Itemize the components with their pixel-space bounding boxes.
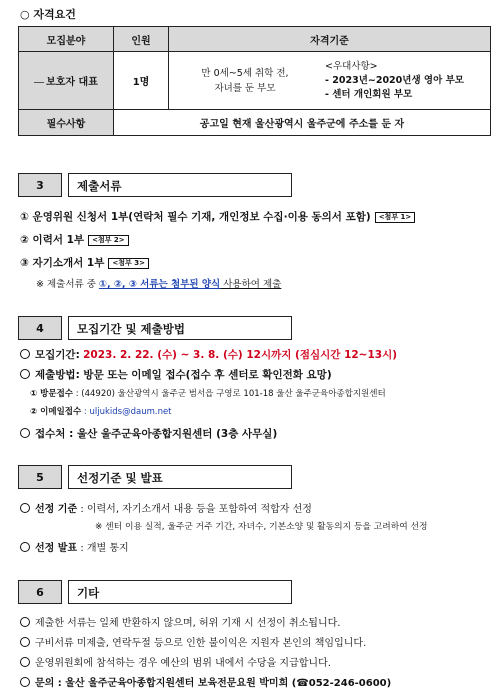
- section-title: 모집기간 및 제출방법: [68, 316, 292, 340]
- table-header: 모집분야: [19, 27, 114, 52]
- section-title: 제출서류: [68, 173, 292, 197]
- circle-bullet-icon: [20, 542, 30, 552]
- count-cell: 1명: [114, 52, 169, 110]
- section-title: 선정기준 및 발표: [68, 465, 292, 489]
- attachment-tag: <첨부 2>: [88, 235, 129, 246]
- doc-note: ※ 제출서류 중 ①, ②, ③ 서류는 첨부된 양식 사용하여 제출: [36, 279, 282, 290]
- circle-bullet-icon: [20, 503, 30, 513]
- circle-bullet-icon: [20, 349, 30, 359]
- email-line: ② 이메일접수 : uljukids@daum.net: [30, 407, 172, 417]
- etc-line-3: 운영위원회에 참석하는 경우 예산의 범위 내에서 수당을 지급합니다.: [20, 654, 331, 669]
- table-header: 자격기준: [169, 27, 491, 52]
- circle-bullet-icon: [20, 428, 30, 438]
- doc-item-1: ① 운영위원 신청서 1부(연락처 필수 기재, 개인정보 수집·이용 동의서 포함) <첨부 1>: [20, 209, 415, 224]
- announce-line: 선정 발표 : 개별 통지: [20, 539, 129, 554]
- criteria-note: ※ 센터 이용 실적, 울주군 거주 기간, 자녀수, 기본소양 및 활동의지 등을 고려하여 선정: [95, 522, 428, 532]
- period-line: 모집기간: 2023. 2. 22. (수) ~ 3. 8. (수) 12시까지 (점심시간 12~13시): [20, 347, 397, 362]
- etc-line-1: 제출한 서류는 일체 반환하지 않으며, 허위 기재 시 선정이 취소됩니다.: [20, 614, 340, 629]
- criteria-line: 선정 기준 : 이력서, 자기소개서 내용 등을 포함하여 적합자 선정: [20, 500, 312, 515]
- place-line: 접수처 : 울산 울주군육아종합지원센터 (3층 사무실): [20, 426, 277, 441]
- required-text: 공고일 현재 울산광역시 울주군에 주소를 둔 자: [114, 110, 491, 136]
- field-cell: 보호자 대표: [19, 52, 114, 110]
- qualification-table: [18, 26, 491, 136]
- doc-item-3: ③ 자기소개서 1부 <첨부 3>: [20, 255, 149, 270]
- section-number: 4: [18, 316, 62, 340]
- visit-line: ① 방문접수 : (44920) 울산광역시 울주군 범서읍 구영로 101-18 울산 울주군육아종합지원센터: [30, 389, 386, 399]
- section-number: 3: [18, 173, 62, 197]
- attachment-tag: <첨부 1>: [375, 212, 416, 223]
- section-title: 기타: [68, 580, 292, 604]
- email-link[interactable]: : uljukids@daum.net: [83, 407, 172, 417]
- section-number: 6: [18, 580, 62, 604]
- criteria-cell: 만 0세~5세 취학 전, 자녀를 둔 부모: [169, 52, 322, 110]
- circle-bullet-icon: [20, 617, 30, 627]
- method-line: 제출방법: 방문 또는 이메일 접수(접수 후 센터로 확인전화 요망): [20, 367, 332, 382]
- required-label: 필수사항: [19, 110, 114, 136]
- attachment-tag: <첨부 3>: [108, 258, 149, 269]
- preference-cell: <우대사항> - 2023년~2020년생 영아 부모 - 센터 개인회원 부모: [321, 52, 491, 110]
- etc-line-2: 구비서류 미제출, 연락두절 등으로 인한 불이익은 지원자 본인의 책임입니다.: [20, 634, 366, 649]
- circle-bullet-icon: [20, 657, 30, 667]
- contact-line: 문의 : 울산 울주군육아종합지원센터 보육전문요원 박미희 (☎052-246-0600): [20, 674, 391, 689]
- table-header: 인원: [114, 27, 169, 52]
- doc-item-2: ② 이력서 1부 <첨부 2>: [20, 232, 129, 247]
- qualification-heading: ○ 자격요건: [20, 8, 76, 21]
- section-number: 5: [18, 465, 62, 489]
- circle-bullet-icon: [20, 637, 30, 647]
- circle-bullet-icon: [20, 677, 30, 687]
- circle-bullet-icon: [20, 369, 30, 379]
